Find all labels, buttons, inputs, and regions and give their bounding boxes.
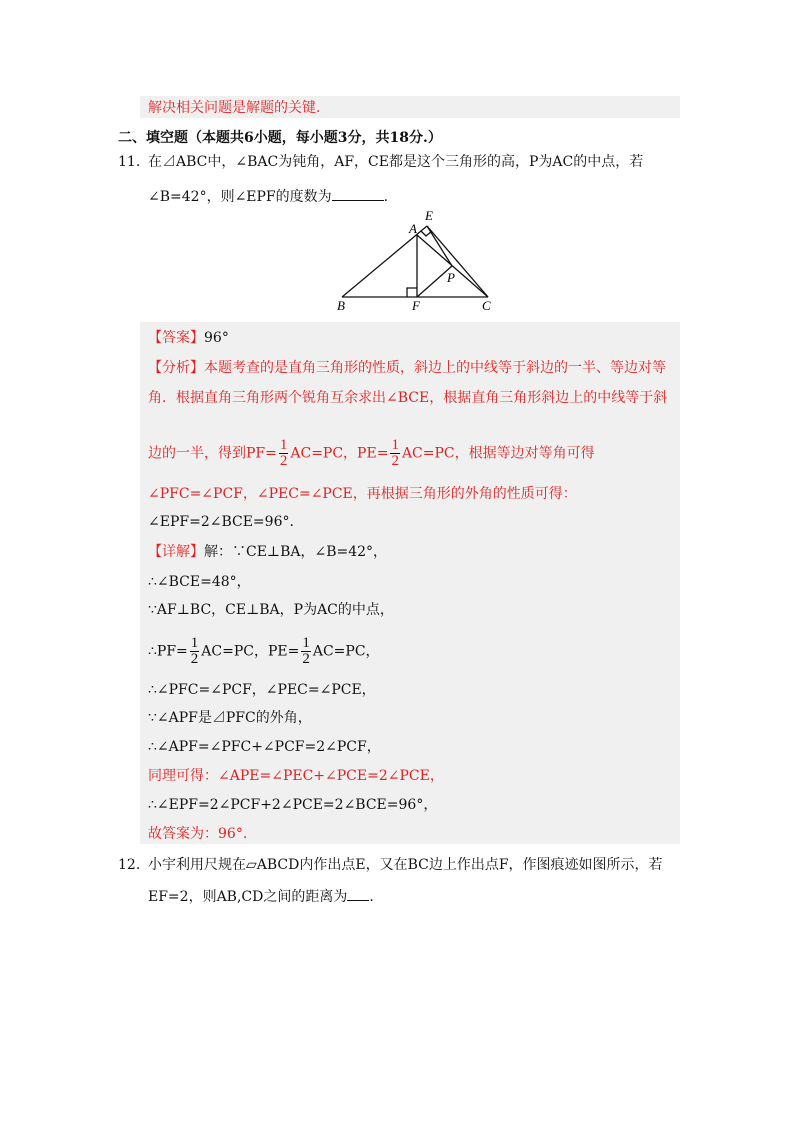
segment-EC <box>427 226 488 297</box>
q12-number: 12. <box>118 857 141 873</box>
detail-fraction-2: $\frac{1}{2}$ <box>302 635 310 667</box>
q12-line2 <box>148 886 374 907</box>
detail-tag: 【详解】 <box>148 544 204 560</box>
q12-line2-end: . <box>369 889 374 905</box>
detail-line4-b: AC=PC，PE= <box>201 643 300 660</box>
q11-line1: 在⊿ABC中，∠BAC为钝角，AF，CE都是这个三角形的高，P为AC的中点，若 <box>148 154 644 170</box>
analysis-fraction-1: $\frac{1}{2}$ <box>279 437 288 469</box>
label-F: F <box>412 298 420 313</box>
analysis-line5: ∠EPF=2∠BCE=96°. <box>148 514 294 530</box>
q12-line1: 小宇利用尺规在▱ABCD内作出点E，又在BC边上作出点F，作图痕迹如图所示，若 <box>148 857 663 873</box>
detail-line3: ∵AF⊥BC，CE⊥BA，P为AC的中点， <box>148 602 394 618</box>
detail-line5: ∴∠PFC=∠PCF，∠PEC=∠PCE， <box>148 682 376 698</box>
analysis-line1 <box>148 358 666 378</box>
detail-line9: ∴∠EPF=2∠PCF+2∠PCE=2∠BCE=96°， <box>148 797 438 813</box>
analysis-line2: 角．根据直角三角形两个锐角互余求出∠BCE，根据直角三角形斜边上的中线等于斜 <box>148 390 668 406</box>
q11-line2-end: . <box>383 189 389 205</box>
detail-line1 <box>148 542 387 562</box>
detail-line10: 故答案为：96°. <box>148 826 248 842</box>
section-header: 二、填空题（本题共6小题，每小题3分，共18分.） <box>118 130 442 146</box>
right-angle-F <box>407 288 417 297</box>
detail-line1-text: 解：∵CE⊥BA，∠B=42°， <box>204 544 388 560</box>
label-B: B <box>337 298 345 313</box>
analysis-tag: 【分析】 <box>148 360 204 376</box>
detail-fraction-1: $\frac{1}{2}$ <box>190 635 199 667</box>
analysis-line4: ∠PFC=∠PCF，∠PEC=∠PCE，再根据三角形的外角的性质可得： <box>148 486 577 502</box>
detail-line2: ∴∠BCE=48°， <box>148 574 251 590</box>
label-E: E <box>425 208 433 223</box>
q12-line2-text: EF=2，则AB,CD之间的距离为 <box>148 889 348 905</box>
label-P: P <box>447 270 455 285</box>
answer-value: 96° <box>204 330 229 346</box>
top-line: 解决相关问题是解题的关键. <box>148 100 321 116</box>
detail-line4-c: AC=PC， <box>312 643 380 660</box>
analysis-line3-c: AC=PC，根据等边对等角可得 <box>401 445 595 462</box>
label-A: A <box>409 221 417 236</box>
right-angle-E <box>421 231 432 236</box>
detail-line8: 同理可得：∠APE=∠PEC+∠PCE=2∠PCE， <box>148 768 444 784</box>
detail-line7: ∴∠APF=∠PFC+∠PCF=2∠PCF， <box>148 739 381 755</box>
analysis-line3-a: 边的一半，得到PF= <box>148 445 277 462</box>
detail-line6: ∵∠APF是⊿PFC的外角， <box>148 710 312 726</box>
detail-line4 <box>148 636 380 667</box>
analysis-line3 <box>148 438 595 469</box>
label-C: C <box>482 298 491 313</box>
q12-answer-blank[interactable] <box>347 886 369 901</box>
q11-line2-text: ∠B=42°，则∠EPF的度数为 <box>148 189 332 205</box>
answer-line <box>148 328 229 348</box>
analysis-line1-text: 本题考查的是直角三角形的性质，斜边上的中线等于斜边的一半、等边对等 <box>204 360 666 376</box>
answer-tag: 【答案】 <box>148 330 204 346</box>
q11-number: 11. <box>118 154 141 170</box>
analysis-fraction-2: $\frac{1}{2}$ <box>391 437 399 469</box>
detail-line4-a: ∴PF= <box>148 643 188 660</box>
segment-BE <box>342 226 427 297</box>
analysis-line3-b: AC=PC，PE= <box>290 445 389 462</box>
